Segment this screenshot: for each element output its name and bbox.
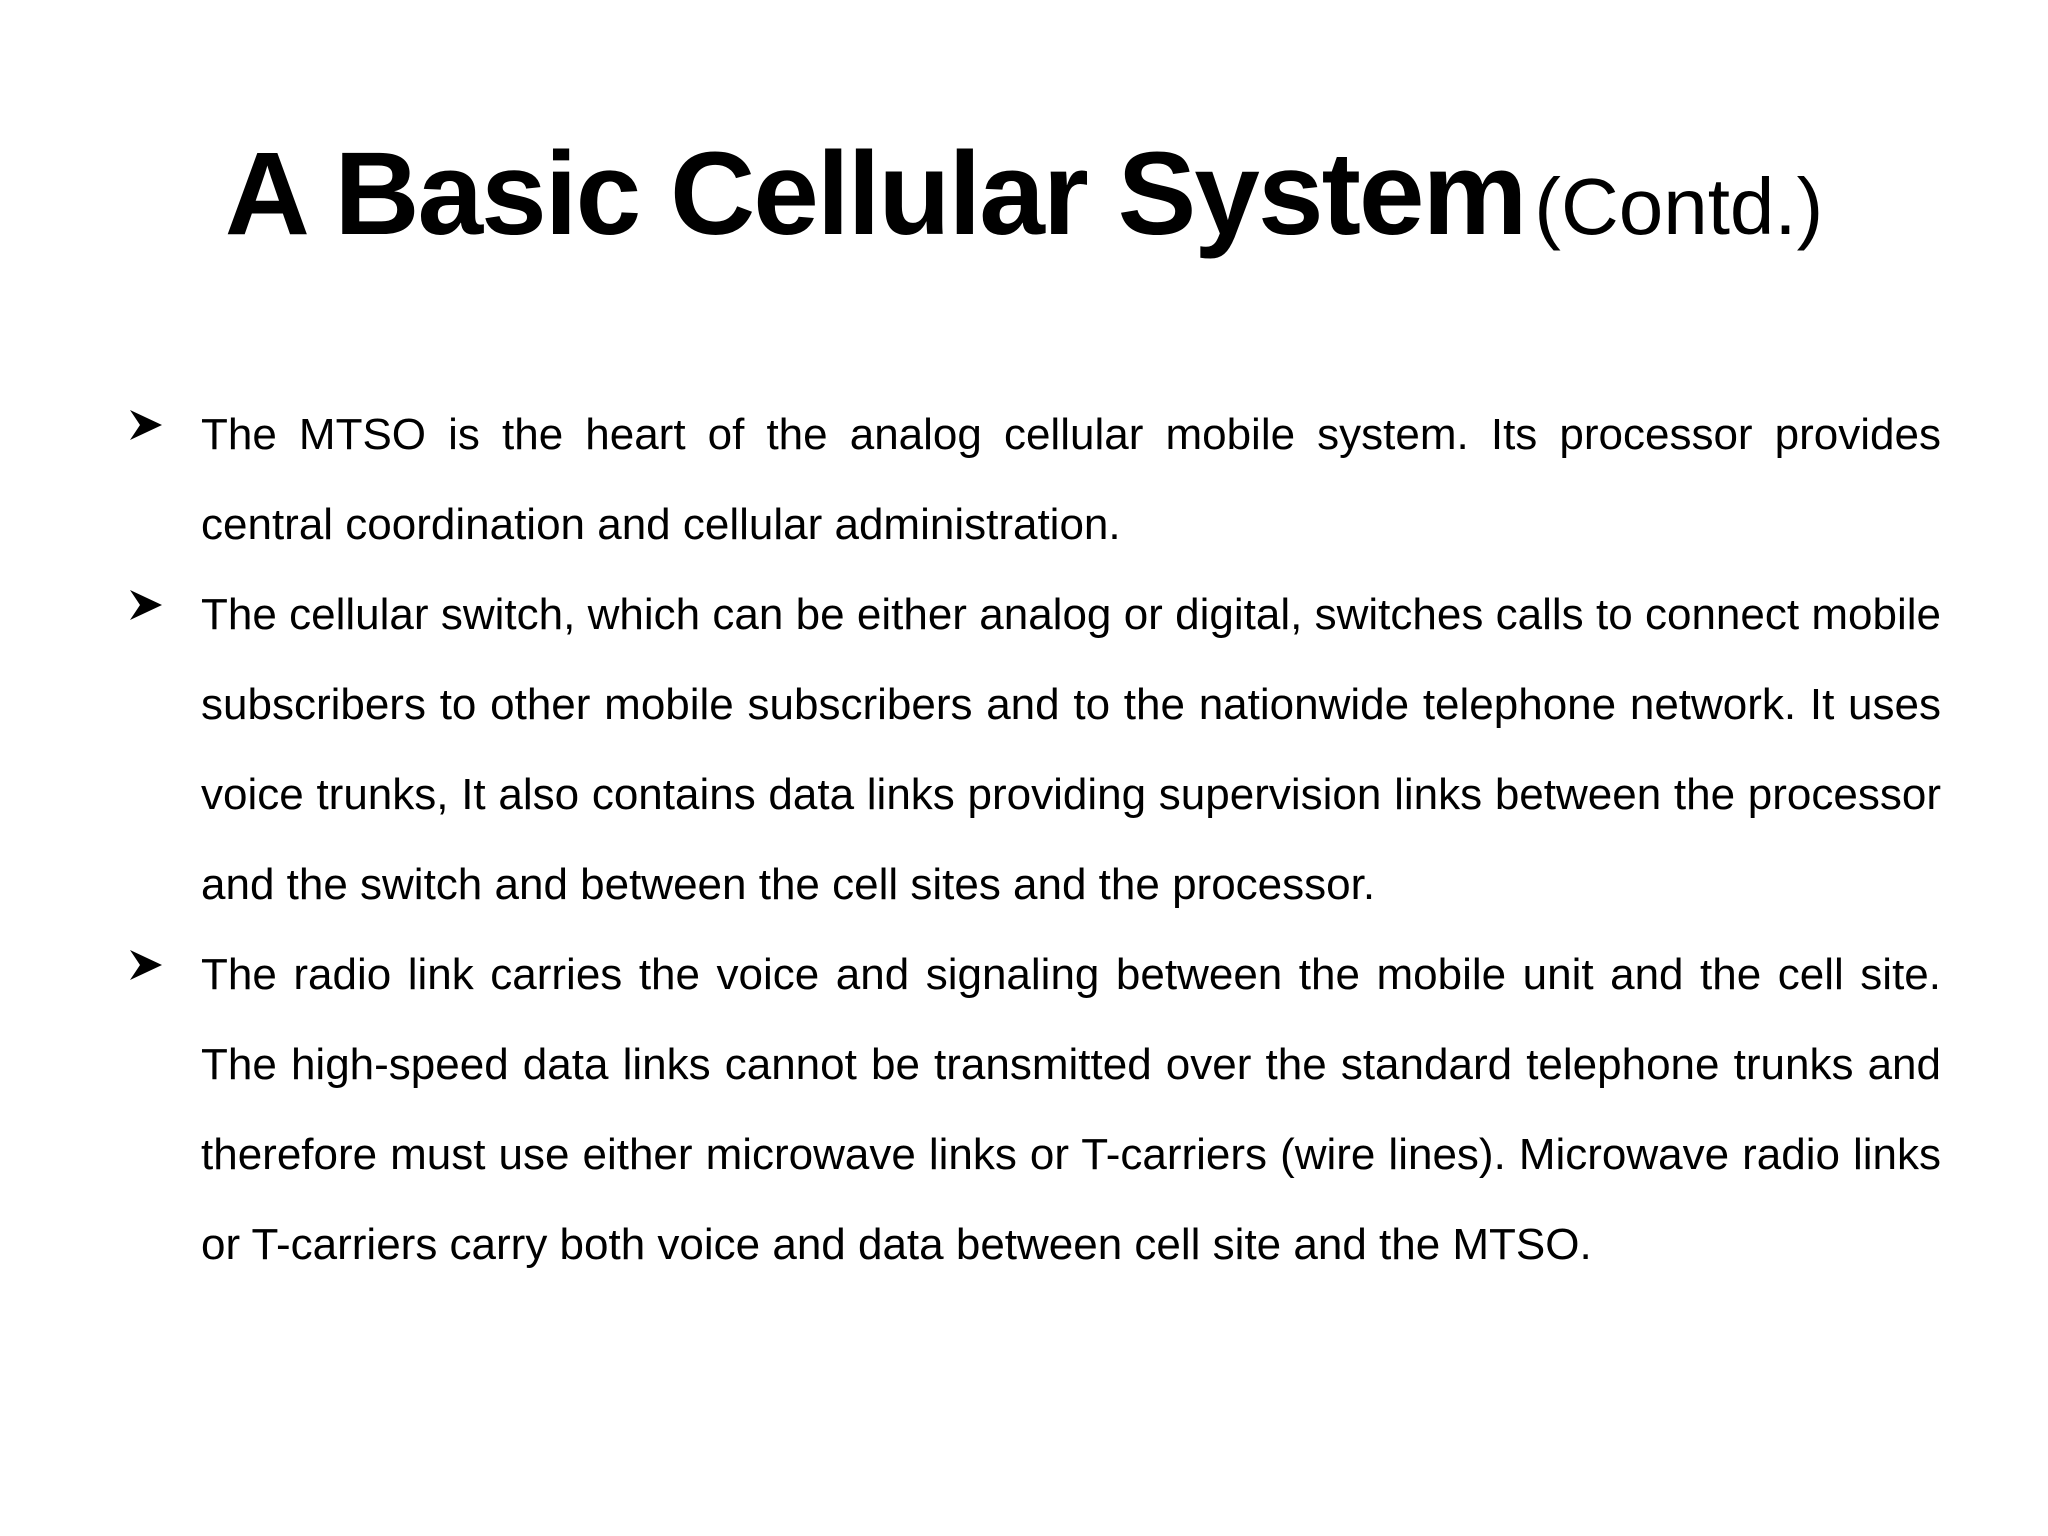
bullet-item — [0, 570, 2048, 930]
arrowhead-bullet-icon — [128, 948, 164, 982]
slide-title-suffix: (Contd.) — [1534, 162, 1824, 251]
bullet-list — [0, 390, 2048, 1290]
slide-title-main: A Basic Cellular System — [224, 128, 1526, 260]
bullet-text: The MTSO is the heart of the analog cellular mobile system. Its processor provides central coordination and cellular administration. — [201, 410, 1941, 549]
arrowhead-bullet-icon — [128, 408, 164, 442]
slide-title — [0, 130, 2048, 260]
bullet-item — [0, 390, 2048, 570]
arrowhead-bullet-icon — [128, 588, 164, 622]
bullet-item — [0, 930, 2048, 1290]
bullet-text: The cellular switch, which can be either analog or digital, switches calls to connect mobile subscribers to other mobile subscribers and to the nationwide telephone network. It uses voice trunks, It also contains data links providing supervision links between the processor and the switch and between the cell sites and the processor. — [201, 590, 1941, 909]
bullet-text: The radio link carries the voice and signaling between the mobile unit and the cell site. The high-speed data links cannot be transmitted over the standard telephone trunks and therefore must use either microwave links or T-carriers (wire lines). Microwave radio links or T-carriers carry both voice and data between cell site and the MTSO. — [201, 950, 1941, 1269]
